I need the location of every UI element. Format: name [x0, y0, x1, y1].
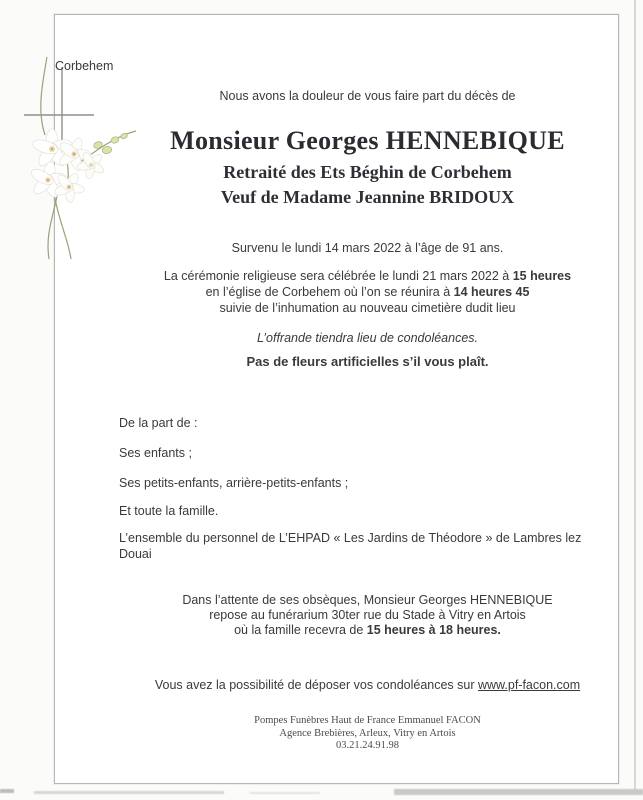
- no-artificial-flowers-line: Pas de fleurs artificielles s’il vous plaît.: [246, 354, 489, 369]
- family-item: Ses enfants ;: [119, 446, 192, 460]
- intro-line: Nous avons la douleur de vous faire part du décès de: [219, 89, 516, 103]
- repose-line-1: Dans l’attente de ses obsèques, Monsieur Georges HENNEBIQUE: [182, 593, 553, 607]
- repose-details: [119, 593, 616, 638]
- condolences-link[interactable]: www.pf-facon.com: [478, 678, 581, 692]
- condolences-line: [119, 677, 616, 693]
- repose-line-3: [119, 623, 616, 638]
- visiting-hours: 15 heures à 18 heures.: [366, 623, 501, 637]
- repose-line-2: repose au funérarium 30ter rue du Stade à Vitry en Artois: [209, 608, 526, 622]
- deceased-title-line: Retraité des Ets Béghin de Corbehem: [223, 162, 512, 182]
- cross-icon: [24, 67, 94, 145]
- ceremony-details: [119, 268, 616, 316]
- funeral-home-phone: 03.21.24.91.98: [336, 740, 399, 751]
- scan-edge-line: [634, 0, 636, 792]
- offering-line: L’offrande tiendra lieu de condoléances.: [257, 331, 478, 345]
- deceased-spouse-line: Veuf de Madame Jeannine BRIDOUX: [220, 187, 515, 207]
- ceremony-line-2: [119, 284, 616, 300]
- family-heading: De la part de :: [119, 416, 198, 430]
- funeral-home-name: Pompes Funèbres Haut de France Emmanuel FACON: [254, 715, 481, 726]
- funeral-home-agency: Agence Brebières, Arleux, Vitry en Artois: [279, 727, 456, 739]
- scan-smudge: [0, 789, 14, 793]
- orchid-cross-graphic: [18, 53, 142, 265]
- family-item: Ses petits-enfants, arrière-petits-enfants ;: [119, 476, 349, 490]
- deceased-name: Monsieur Georges HENNEBIQUE: [170, 126, 565, 155]
- scan-smudge: [34, 791, 224, 794]
- ceremony-line-3: suivie de l’inhumation au nouveau cimetière dudit lieu: [219, 301, 516, 315]
- repose-line-3-text: où la famille recevra de: [234, 623, 367, 637]
- staff-line: L’ensemble du personnel de L’EHPAD « Les Jardins de Théodore » de Lambres lez Douai: [119, 531, 582, 561]
- funeral-home-info: [119, 715, 616, 753]
- scan-smudge: [394, 789, 643, 795]
- death-date-line: Survenu le lundi 14 mars 2022 à l’âge de 91 ans.: [231, 241, 504, 255]
- condolences-text: Vous avez la possibilité de déposer vos condoléances sur: [154, 678, 478, 692]
- ceremony-line-1-text: La cérémonie religieuse sera célébrée le lundi 21 mars 2022 à: [163, 269, 513, 283]
- gathering-time: 14 heures 45: [453, 285, 530, 299]
- scan-smudge: [250, 792, 320, 794]
- family-item: Et toute la famille.: [119, 504, 219, 518]
- ceremony-line-2-text: en l’église de Corbehem où l’on se réunira à: [205, 285, 454, 299]
- ceremony-time: 15 heures: [512, 269, 572, 283]
- ceremony-line-1: [119, 268, 616, 284]
- city-label: Corbehem: [55, 59, 114, 73]
- announcement-card: [54, 14, 619, 784]
